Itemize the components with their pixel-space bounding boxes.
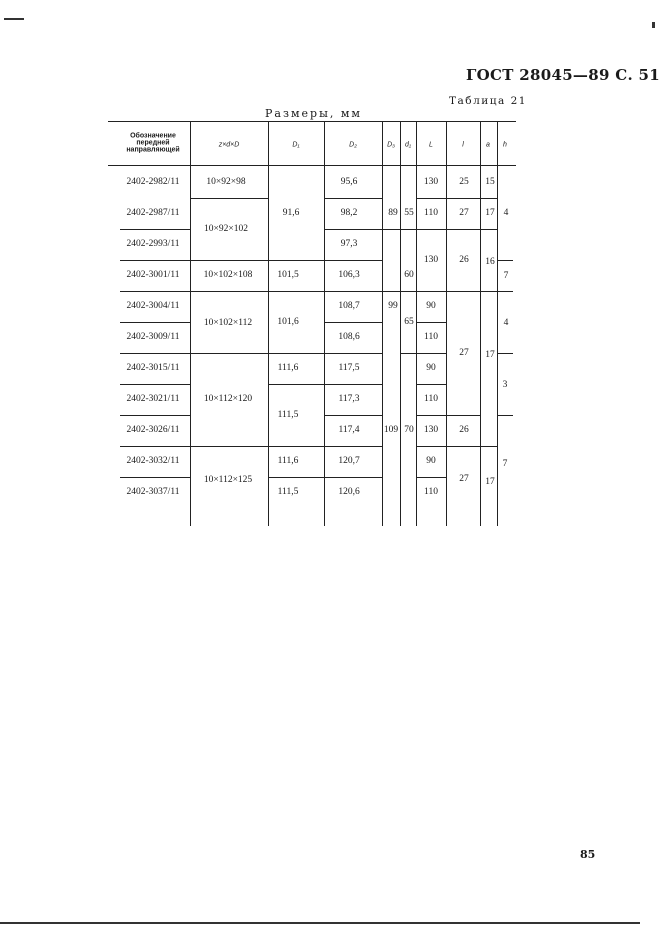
row-divider bbox=[120, 322, 190, 323]
row-divider bbox=[120, 353, 190, 354]
row-divider bbox=[416, 322, 446, 323]
row-divider bbox=[120, 415, 190, 416]
row-divider bbox=[416, 291, 446, 292]
zdD-cell: 10×112×120 bbox=[203, 394, 253, 404]
col-divider bbox=[190, 121, 191, 526]
row-divider bbox=[416, 384, 446, 385]
l-cell: 27 bbox=[459, 348, 469, 358]
row-divider bbox=[324, 260, 382, 261]
row-divider bbox=[324, 446, 382, 447]
row-divider bbox=[400, 229, 416, 230]
D3-cell: 99 bbox=[388, 301, 398, 311]
designation-cell: 2402-3026/11 bbox=[126, 425, 180, 435]
row-divider bbox=[416, 415, 446, 416]
D2-cell: 120,6 bbox=[338, 487, 360, 497]
row-divider bbox=[497, 353, 513, 354]
a-cell: 16 bbox=[485, 257, 495, 267]
l-cell: 27 bbox=[459, 474, 469, 484]
row-divider bbox=[400, 291, 416, 292]
header-designation: Обозначение передней направляющей bbox=[126, 132, 180, 154]
d1-cell: 55 bbox=[404, 208, 414, 218]
designation-cell: 2402-3015/11 bbox=[126, 363, 180, 373]
row-divider bbox=[268, 384, 324, 385]
zdD-cell: 10×102×108 bbox=[203, 270, 253, 280]
D3-cell: 109 bbox=[383, 425, 399, 435]
col-divider bbox=[446, 121, 447, 526]
D3-cell: 89 bbox=[388, 208, 398, 218]
row-divider bbox=[324, 322, 382, 323]
designation-cell: 2402-3032/11 bbox=[126, 456, 180, 466]
h-cell: 3 bbox=[502, 380, 508, 390]
row-divider bbox=[400, 353, 416, 354]
row-divider bbox=[416, 477, 446, 478]
row-divider bbox=[497, 260, 513, 261]
header-L: L bbox=[429, 141, 433, 149]
zdD-cell: 10×92×102 bbox=[204, 224, 248, 234]
h-cell: 7 bbox=[502, 459, 508, 469]
L-cell: 110 bbox=[424, 208, 438, 218]
D1-cell: 111,5 bbox=[277, 410, 299, 420]
row-divider bbox=[446, 446, 480, 447]
row-divider bbox=[324, 198, 382, 199]
row-divider bbox=[497, 415, 513, 416]
row-divider bbox=[382, 291, 400, 292]
row-divider bbox=[120, 384, 190, 385]
col-divider bbox=[400, 121, 401, 526]
L-cell: 90 bbox=[426, 301, 436, 311]
row-divider bbox=[480, 291, 497, 292]
page-header: ГОСТ 28045—89 С. 51 bbox=[466, 66, 660, 84]
D1-cell: 91,6 bbox=[282, 208, 300, 218]
row-divider bbox=[190, 446, 268, 447]
row-divider bbox=[382, 229, 400, 230]
d1-cell: 70 bbox=[404, 425, 414, 435]
header-D1: D₁ bbox=[292, 141, 300, 149]
a-cell: 17 bbox=[485, 477, 495, 487]
row-divider bbox=[190, 353, 268, 354]
header-bottom-border bbox=[108, 165, 516, 166]
D1-cell: 111,6 bbox=[277, 363, 299, 373]
row-divider bbox=[120, 446, 190, 447]
D2-cell: 108,7 bbox=[338, 301, 360, 311]
zdD-cell: 10×112×125 bbox=[203, 475, 253, 485]
row-divider bbox=[120, 291, 190, 292]
L-cell: 130 bbox=[423, 255, 439, 265]
L-cell: 130 bbox=[423, 177, 439, 187]
D2-cell: 117,4 bbox=[338, 425, 360, 435]
header-D2: D₂ bbox=[349, 141, 357, 149]
row-divider bbox=[416, 229, 446, 230]
D1-cell: 101,6 bbox=[277, 317, 299, 327]
l-cell: 26 bbox=[459, 255, 469, 265]
header-zdD: z×d×D bbox=[218, 141, 240, 149]
row-divider bbox=[268, 477, 324, 478]
header-a: a bbox=[486, 141, 490, 149]
designation-cell: 2402-2982/11 bbox=[126, 177, 180, 187]
row-divider bbox=[416, 353, 446, 354]
designation-cell: 2402-2987/11 bbox=[126, 208, 180, 218]
designation-cell: 2402-3021/11 bbox=[126, 394, 180, 404]
header-h: h bbox=[503, 141, 507, 149]
a-cell: 17 bbox=[485, 350, 495, 360]
D1-cell: 111,6 bbox=[277, 456, 299, 466]
row-divider bbox=[446, 229, 480, 230]
d1-cell: 65 bbox=[404, 317, 414, 327]
L-cell: 110 bbox=[424, 332, 438, 342]
D2-cell: 117,3 bbox=[338, 394, 360, 404]
d1-cell: 60 bbox=[404, 270, 414, 280]
row-divider bbox=[497, 291, 513, 292]
L-cell: 90 bbox=[426, 363, 436, 373]
row-divider bbox=[480, 446, 497, 447]
table-label: Таблица 21 bbox=[449, 95, 527, 107]
a-cell: 17 bbox=[485, 208, 495, 218]
row-divider bbox=[120, 229, 190, 230]
row-divider bbox=[190, 291, 268, 292]
L-cell: 110 bbox=[424, 394, 438, 404]
a-cell: 15 bbox=[485, 177, 495, 187]
l-cell: 27 bbox=[459, 208, 469, 218]
row-divider bbox=[268, 446, 324, 447]
D2-cell: 106,3 bbox=[338, 270, 360, 280]
header-d1: d₁ bbox=[404, 141, 412, 149]
row-divider bbox=[324, 353, 382, 354]
h-cell: 7 bbox=[503, 271, 509, 281]
designation-cell: 2402-3001/11 bbox=[126, 270, 180, 280]
col-divider bbox=[324, 121, 325, 526]
row-divider bbox=[446, 415, 480, 416]
row-divider bbox=[324, 384, 382, 385]
L-cell: 110 bbox=[424, 487, 438, 497]
zdD-cell: 10×102×112 bbox=[203, 318, 253, 328]
l-cell: 25 bbox=[459, 177, 469, 187]
header-l: l bbox=[462, 141, 464, 149]
row-divider bbox=[268, 353, 324, 354]
row-divider bbox=[324, 477, 382, 478]
D2-cell: 95,6 bbox=[340, 177, 358, 187]
zdD-cell: 10×92×98 bbox=[206, 177, 246, 187]
D2-cell: 117,5 bbox=[338, 363, 360, 373]
D2-cell: 120,7 bbox=[338, 456, 360, 466]
col-divider bbox=[416, 121, 417, 526]
row-divider bbox=[120, 477, 190, 478]
designation-cell: 2402-3004/11 bbox=[126, 301, 180, 311]
row-divider bbox=[190, 260, 268, 261]
col-divider bbox=[480, 121, 481, 526]
row-divider bbox=[268, 260, 324, 261]
col-divider bbox=[268, 121, 269, 526]
row-divider bbox=[324, 415, 382, 416]
h-cell: 4 bbox=[503, 208, 509, 218]
designation-cell: 2402-2993/11 bbox=[126, 239, 180, 249]
L-cell: 90 bbox=[426, 456, 436, 466]
row-divider bbox=[416, 446, 446, 447]
l-cell: 26 bbox=[459, 425, 469, 435]
header-D3: D₃ bbox=[387, 141, 395, 149]
D2-cell: 108,6 bbox=[338, 332, 360, 342]
col-divider bbox=[497, 121, 498, 526]
L-cell: 130 bbox=[423, 425, 439, 435]
designation-cell: 2402-3037/11 bbox=[126, 487, 180, 497]
row-divider bbox=[416, 198, 446, 199]
row-divider bbox=[190, 198, 268, 199]
row-divider bbox=[324, 291, 382, 292]
D1-cell: 101,5 bbox=[277, 270, 299, 280]
table-top-border bbox=[108, 121, 516, 122]
row-divider bbox=[324, 229, 382, 230]
row-divider bbox=[480, 198, 497, 199]
row-divider bbox=[446, 198, 480, 199]
D2-cell: 97,3 bbox=[340, 239, 358, 249]
row-divider bbox=[480, 229, 497, 230]
h-cell: 4 bbox=[503, 318, 509, 328]
sizes-caption: Размеры, мм bbox=[265, 107, 362, 120]
row-divider bbox=[446, 291, 480, 292]
designation-cell: 2402-3009/11 bbox=[126, 332, 180, 342]
D1-cell: 111,5 bbox=[277, 487, 299, 497]
page-number: 85 bbox=[580, 848, 596, 861]
col-divider bbox=[382, 121, 383, 526]
row-divider bbox=[120, 260, 190, 261]
D2-cell: 98,2 bbox=[340, 208, 358, 218]
row-divider bbox=[268, 291, 324, 292]
